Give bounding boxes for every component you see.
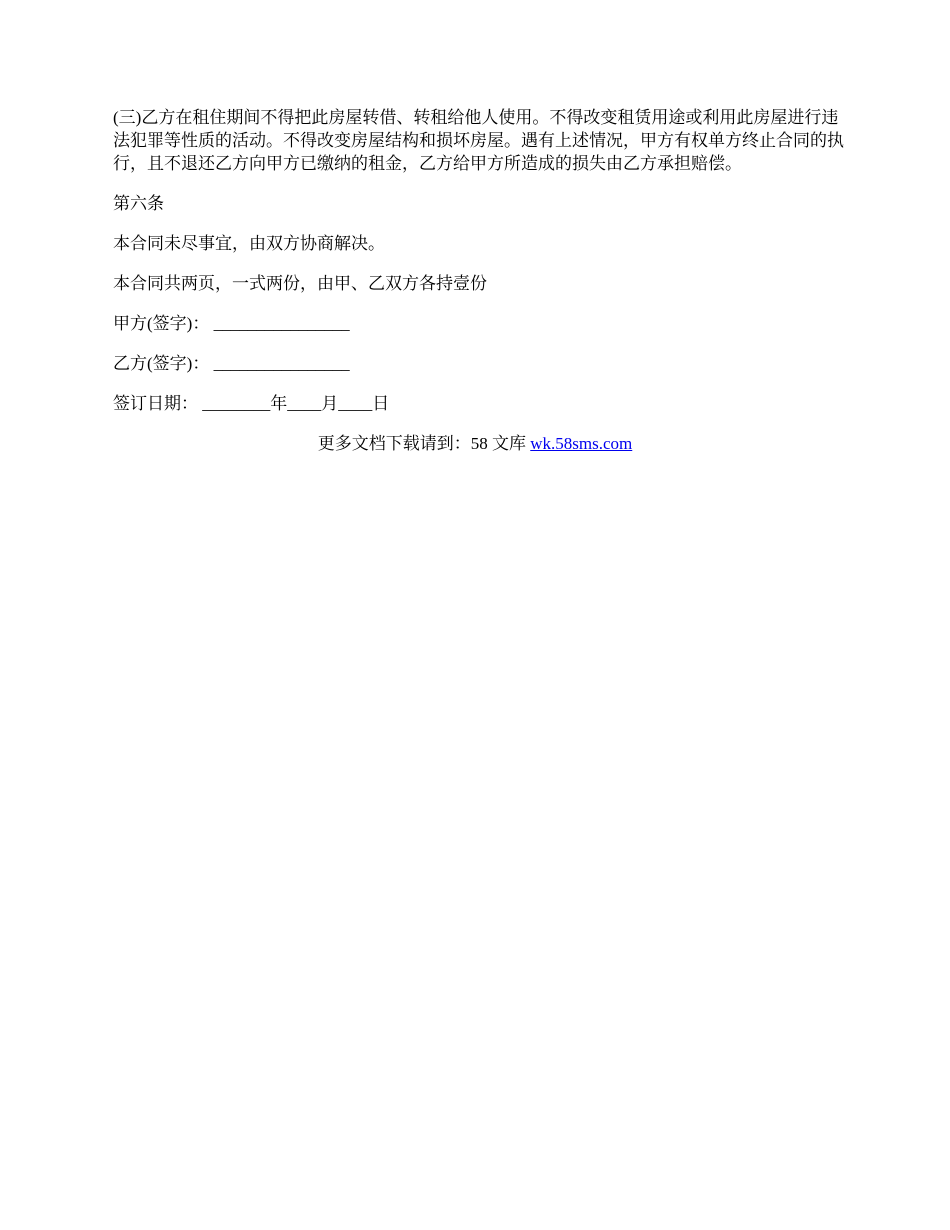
contract-body: [0, 0, 950, 415]
signing-date-line: 签订日期： ________年____月____日: [113, 394, 390, 413]
copies-statement: 本合同共两页，一式两份，由甲、乙双方各持壹份: [113, 274, 487, 293]
party-b-signature-line: 乙方(签字)： ________________: [113, 354, 350, 373]
clause-6-text: 本合同未尽事宜，由双方协商解决。: [113, 234, 385, 253]
party-a-signature-line: 甲方(签字)： ________________: [113, 314, 350, 333]
download-link[interactable]: wk.58sms.com: [530, 434, 633, 453]
download-footer: [0, 432, 950, 455]
clause-3-paragraph: (三)乙方在租住期间不得把此房屋转借、转租给他人使用。不得改变租赁用途或利用此房屋进行违法犯罪等性质的活动。不得改变房屋结构和损坏房屋。遇有上述情况，甲方有权单方终止合同的执行，且不退还乙方向甲方已缴纳的租金，乙方给甲方所造成的损失由乙方承担赔偿。: [113, 108, 844, 173]
download-footer-text: 更多文档下载请到：58 文库: [317, 434, 531, 453]
clause-6-heading: 第六条: [113, 194, 164, 213]
